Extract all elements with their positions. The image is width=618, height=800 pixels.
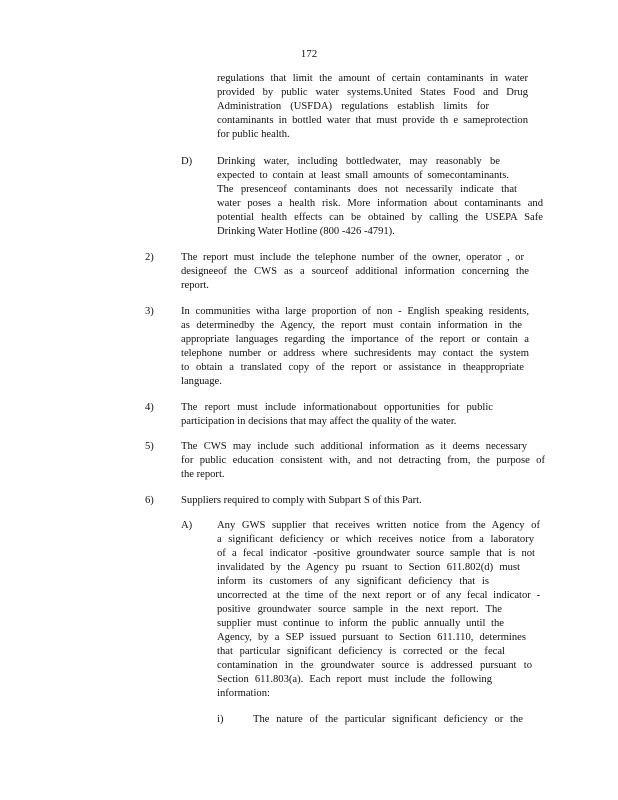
text-line: information: <box>217 688 270 699</box>
text-line: Drinking water, including bottledwater, may reasonably be <box>217 156 500 167</box>
text-line: Suppliers required to comply with Subpart S of this Part. <box>181 495 422 506</box>
text-line: report. <box>181 280 209 291</box>
text-line: provided by public water systems.United States Food and Drug <box>217 87 528 98</box>
text-line: water poses a health risk. More information about contaminants and <box>217 198 543 209</box>
paragraph-D <box>217 155 543 239</box>
text-line: the report. <box>181 469 225 480</box>
continuation-paragraph <box>217 72 528 142</box>
text-line: Any GWS supplier that receives written notice from the Agency of <box>217 520 540 531</box>
item-label-2: 2) <box>145 252 154 263</box>
text-line: for public education consistent with, and not detracting from, the purpose of <box>181 455 545 466</box>
text-line: contamination in the groundwater source is addressed pursuant to <box>217 660 532 671</box>
text-line: contaminants in bottled water that must provide th e sameprotection <box>217 115 528 126</box>
text-line: Drinking Water Hotline (800 -426 -4791). <box>217 226 395 237</box>
text-line: inform its customers of any significant deficiency that is <box>217 576 489 587</box>
page-number: 172 <box>300 48 318 60</box>
item-label-4: 4) <box>145 402 154 413</box>
text-line: potential health effects can be obtained by calling the USEPA Safe <box>217 212 543 223</box>
text-line: positive groundwater source sample in the next report. The <box>217 604 502 615</box>
text-line: The presenceof contaminants does not necessarily indicate that <box>217 184 517 195</box>
item-label-3: 3) <box>145 306 154 317</box>
text-line: The report must include the telephone number of the owner, operator , or <box>181 252 524 263</box>
paragraph-3 <box>181 305 529 389</box>
text-line: Section 611.803(a). Each report must include the following <box>217 674 492 685</box>
text-line: a significant deficiency or which receives notice from a laboratory <box>217 534 534 545</box>
text-line: regulations that limit the amount of certain contaminants in water <box>217 73 528 84</box>
text-line: appropriate languages regarding the importance of the report or contain a <box>181 334 529 345</box>
item-label-6: 6) <box>145 495 154 506</box>
text-line: designeeof the CWS as a sourceof additional information concerning the <box>181 266 529 277</box>
text-line: expected to contain at least small amounts of somecontaminants. <box>217 170 509 181</box>
item-label-i: i) <box>217 714 224 725</box>
paragraph-2 <box>181 251 529 293</box>
text-line: that particular significant deficiency is corrected or the fecal <box>217 646 505 657</box>
text-line: Administration (USFDA) regulations establish limits for <box>217 101 489 112</box>
text-line: as determinedby the Agency, the report must contain information in the <box>181 320 522 331</box>
text-line: Agency, by a SEP issued pursuant to Section 611.110, determines <box>217 632 526 643</box>
paragraph-6 <box>181 494 529 508</box>
item-label-A: A) <box>181 520 193 531</box>
text-line: supplier must continue to inform the public annually until the <box>217 618 504 629</box>
text-line: In communities witha large proportion of non - English speaking residents, <box>181 306 529 317</box>
text-line: participation in decisions that may affect the quality of the water. <box>181 416 457 427</box>
text-line: to obtain a translated copy of the report or assistance in theappropriate <box>181 362 524 373</box>
text-line: invalidated by the Agency pu rsuant to Section 611.802(d) must <box>217 562 520 573</box>
paragraph-i <box>253 713 523 727</box>
text-line: The nature of the particular significant deficiency or the <box>253 714 523 725</box>
text-line: of a fecal indicator -positive groundwater source sample that is not <box>217 548 535 559</box>
paragraph-A <box>217 519 540 701</box>
text-line: The CWS may include such additional information as it deems necessary <box>181 441 527 452</box>
text-line: telephone number or address where suchresidents may contact the system <box>181 348 529 359</box>
text-line: The report must include informationabout opportunities for public <box>181 402 493 413</box>
paragraph-4 <box>181 401 529 429</box>
text-line: uncorrected at the time of the next report or of any fecal indicator - <box>217 590 540 601</box>
text-line: language. <box>181 376 222 387</box>
item-label-5: 5) <box>145 441 154 452</box>
text-line: for public health. <box>217 129 290 140</box>
paragraph-5 <box>181 440 545 482</box>
item-label-D: D) <box>181 156 193 167</box>
